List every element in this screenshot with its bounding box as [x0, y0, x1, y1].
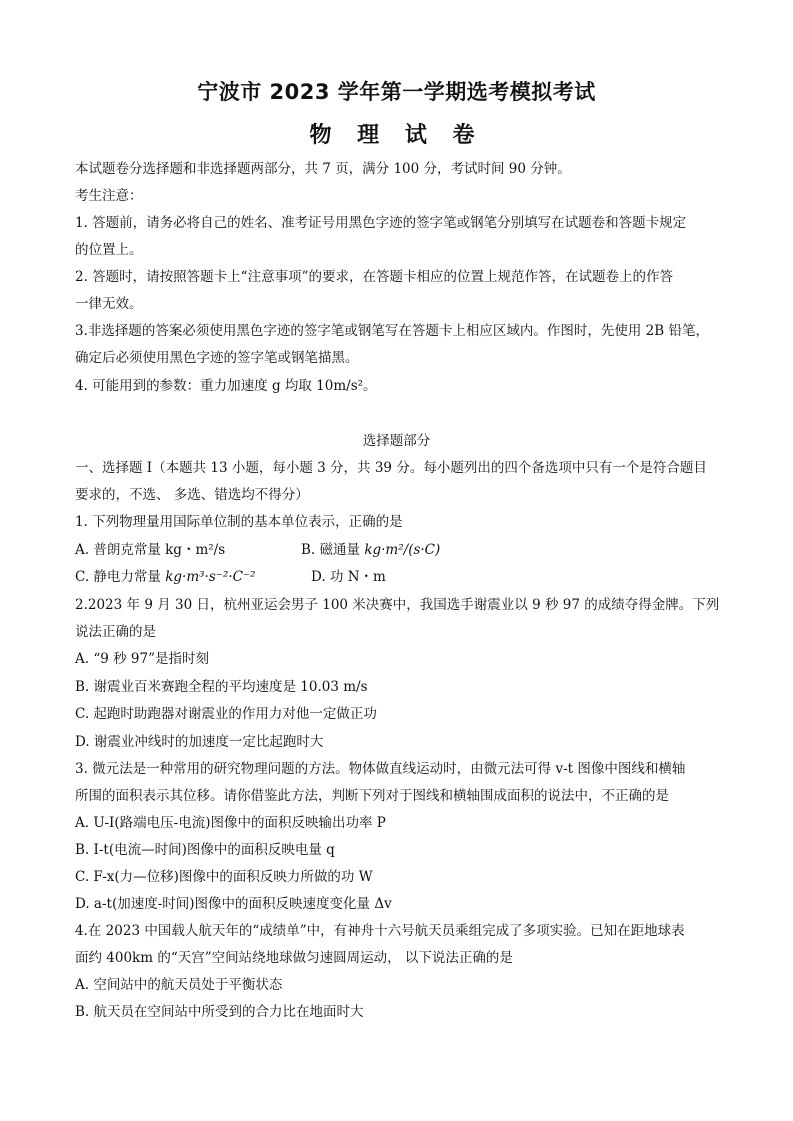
notice-3-line-1: 3.非选择题的答案必须使用黑色字迹的签字笔或钢笔写在答题卡上相应区域内。作图时，先使用 2B 铅笔， [75, 323, 709, 339]
notice-4: 4. 可能用到的参数：重力加速度 g 均取 10m/s²。 [75, 378, 377, 394]
q1-option-c [75, 568, 255, 586]
part1-instruction-line-1: 一、选择题 I（本题共 13 小题，每小题 3 分，共 39 分。每小题列出的四个备选项中只有一个是符合题目 [75, 460, 707, 476]
q2-stem-line-1: 2.2023 年 9 月 30 日，杭州亚运会男子 100 米决赛中，我国选手谢震业以 9 秒 97 的成绩夺得金牌。下列 [75, 597, 720, 613]
notice-1-line-1: 1. 答题前，请务必将自己的姓名、准考证号用黑色字迹的签字笔或钢笔分别填写在试题卷和答题卡规定 [75, 215, 687, 231]
part1-instruction-line-2: 要求的，不选、 多选、错选均不得分） [75, 487, 309, 503]
q1-option-b [301, 541, 440, 559]
q1-option-c-formula: kg·m³·s⁻²·C⁻² [165, 569, 256, 585]
subject-title: 物 理 试 卷 [309, 123, 484, 148]
q3-stem-line-1: 3. 微元法是一种常用的研究物理问题的方法。物体做直线运动时，由微元法可得 v-t 图像中图线和横轴 [75, 761, 686, 777]
q1-option-b-label: B. 磁通量 [301, 542, 361, 558]
q1-option-d: D. 功 N・m [311, 569, 386, 585]
exam-title: 宁波市 2023 学年第一学期选考模拟考试 [197, 80, 596, 104]
q3-option-c: C. F-x(力—位移)图像中的面积反映力所做的功 W [75, 869, 373, 885]
notice-2-line-1: 2. 答题时，请按照答题卡上“注意事项”的要求，在答题卡相应的位置上规范作答，在试题卷上的作答 [75, 269, 673, 285]
exam-summary: 本试题卷分选择题和非选择题两部分，共 7 页，满分 100 分，考试时间 90 分钟。 [75, 161, 571, 177]
q2-option-b: B. 谢震业百米赛跑全程的平均速度是 10.03 m/s [75, 679, 368, 695]
q1-stem: 1. 下列物理量用国际单位制的基本单位表示，正确的是 [75, 514, 403, 530]
notice-1-line-2: 的位置上。 [75, 242, 143, 258]
q2-option-d: D. 谢震业冲线时的加速度一定比起跑时大 [75, 734, 324, 750]
q4-stem-line-2: 面约 400km 的“天宫”空间站绕地球做匀速圆周运动， 以下说法正确的是 [75, 950, 513, 966]
q4-option-b: B. 航天员在空间站中所受到的合力比在地面时大 [75, 1004, 364, 1020]
q2-option-c: C. 起跑时助跑器对谢震业的作用力对他一定做正功 [75, 706, 377, 722]
q1-option-b-formula: kg·m²/(s·C) [364, 542, 441, 558]
notice-3-line-2: 确定后必须使用黑色字迹的签字笔或钢笔描黑。 [75, 350, 359, 366]
q3-option-a: A. U-I(路端电压-电流)图像中的面积反映输出功率 P [75, 815, 386, 831]
section-heading: 选择题部分 [362, 433, 431, 449]
q4-stem-line-1: 4.在 2023 中国载人航天年的“成绩单”中，有神舟十六号航天员乘组完成了多项实验。已知在距地球表 [75, 923, 685, 939]
q2-option-a: A. “9 秒 97”是指时刻 [75, 651, 209, 667]
q3-option-b: B. I-t(电流—时间)图像中的面积反映电量 q [75, 842, 335, 858]
q2-stem-line-2: 说法正确的是 [75, 624, 156, 640]
q3-option-d: D. a-t(加速度-时间)图像中的面积反映速度变化量 Δv [75, 896, 392, 912]
q1-option-c-label: C. 静电力常量 [75, 569, 161, 585]
q1-option-a: A. 普朗克常量 kg・m²/s [75, 542, 226, 558]
notice-2-line-2: 一律无效。 [75, 296, 143, 312]
notice-heading: 考生注意： [75, 188, 143, 204]
q3-stem-line-2: 所围的面积表示其位移。请你借鉴此方法，判断下列对于图线和横轴围成面积的说法中，不正确的是 [75, 788, 669, 804]
q4-option-a: A. 空间站中的航天员处于平衡状态 [75, 977, 283, 993]
